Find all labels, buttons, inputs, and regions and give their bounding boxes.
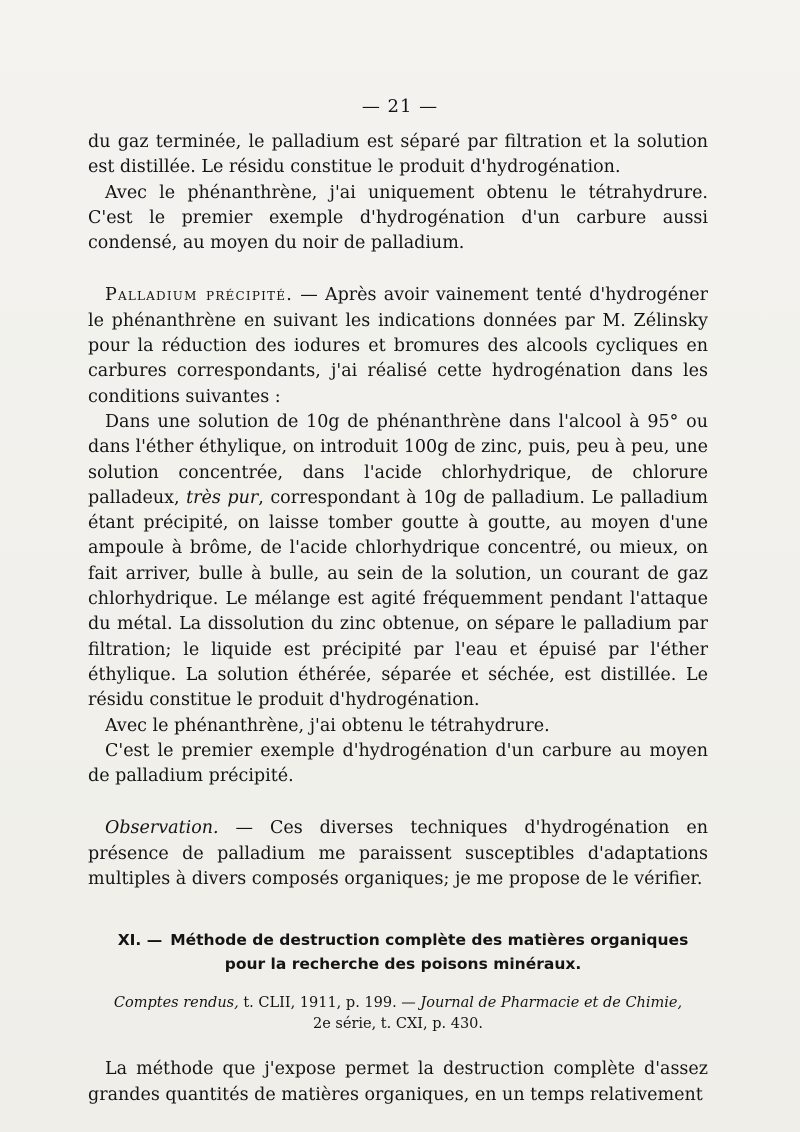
emphasis-text: très pur	[186, 487, 259, 508]
paragraph-text: , correspondant à 10g de palladium. Le palladium étant précipité, on laisse tomber goutte à goutte, au moyen d'une ampoule à brôme, de l'acide chlorhydrique concentré, ou mieux, on fait arriver, bulle à bulle, au sein de la solution, un courant de gaz chlorhydrique. Le mélange est agité fréquemment pendant l'attaque du métal. La dissolution du zinc obtenue, on sépare le palladium par filtration; le liquide est précipité par l'eau et épuisé par l'éther éthylique. La solution éthérée, séparée et séchée, est distillée. Le résidu constitue le produit d'hydrogénation.	[88, 487, 708, 711]
section-gap	[88, 892, 708, 928]
paragraph	[88, 410, 708, 714]
paragraph: Avec le phénanthrène, j'ai uniquement obtenu le tétrahydrure. C'est le premier exemple d'hydrogénation d'un carbure aussi condensé, au moyen du noir de palladium.	[88, 182, 708, 254]
reference-line-2: 2e série, t. CXI, p. 430.	[313, 1016, 483, 1033]
paragraph-gap	[88, 789, 708, 816]
paragraph: C'est le premier exemple d'hydrogénation d'un carbure au moyen de palladium précipité.	[88, 740, 708, 787]
paragraph-text: — Ces diverses techniques d'hydrogénation en présence de palladium me paraissent susceptibles d'adaptations multiples à divers composés organiques; je me propose de le vérifier.	[88, 818, 708, 890]
reference-journal: Comptes rendus,	[113, 995, 239, 1012]
reference-detail: t. CLII, 1911, p. 199. —	[238, 995, 421, 1012]
reference	[88, 993, 708, 1035]
section-gap	[88, 976, 708, 993]
observation-label: Observation.	[105, 818, 219, 839]
paragraph	[88, 283, 708, 409]
paragraph-text: — Après avoir vainement tenté d'hydrogéner le phénanthrène en suivant les indications données par M. Zélinsky pour la réduction des iodures et bromures des alcools cycliques en carbures correspondants, j'ai réalisé cette hydrogénation dans les conditions suivantes :	[88, 285, 708, 407]
section-title-line2: pour la recherche des poisons minéraux.	[224, 955, 582, 974]
paragraph	[88, 816, 708, 892]
paragraph: du gaz terminée, le palladium est séparé par filtration et la solution est distillée. Le résidu constitue le produit d'hydrogénation.	[88, 132, 708, 178]
subsection-heading: Palladium précipité.	[105, 285, 293, 306]
document-body	[88, 130, 708, 1108]
reference-line	[88, 993, 708, 1014]
reference-journal: Journal de Pharmacie et de Chimie,	[420, 995, 683, 1012]
section-heading	[88, 928, 708, 976]
section-title: Méthode de destruction complète des matières organiques	[170, 931, 689, 950]
section-number: XI. —	[117, 931, 163, 950]
paragraph-gap	[88, 1035, 708, 1057]
paragraph-gap	[88, 256, 708, 283]
paragraph-text: Dans une solution de 10g de phénanthrène dans l'alcool à 95° ou dans l'éther éthylique, on introduit 100g de zinc, puis, peu à peu, une solution concentrée, dans l'acide chlorhydrique, de chlorure palladeux,	[88, 411, 708, 508]
paragraph: La méthode que j'expose permet la destruction complète d'assez grandes quantités de matières organiques, en un temps relativement	[88, 1059, 708, 1105]
page-number: — 21 —	[361, 96, 439, 117]
paragraph: Avec le phénanthrène, j'ai obtenu le tétrahydrure.	[105, 715, 550, 736]
section-heading-line	[98, 928, 708, 952]
